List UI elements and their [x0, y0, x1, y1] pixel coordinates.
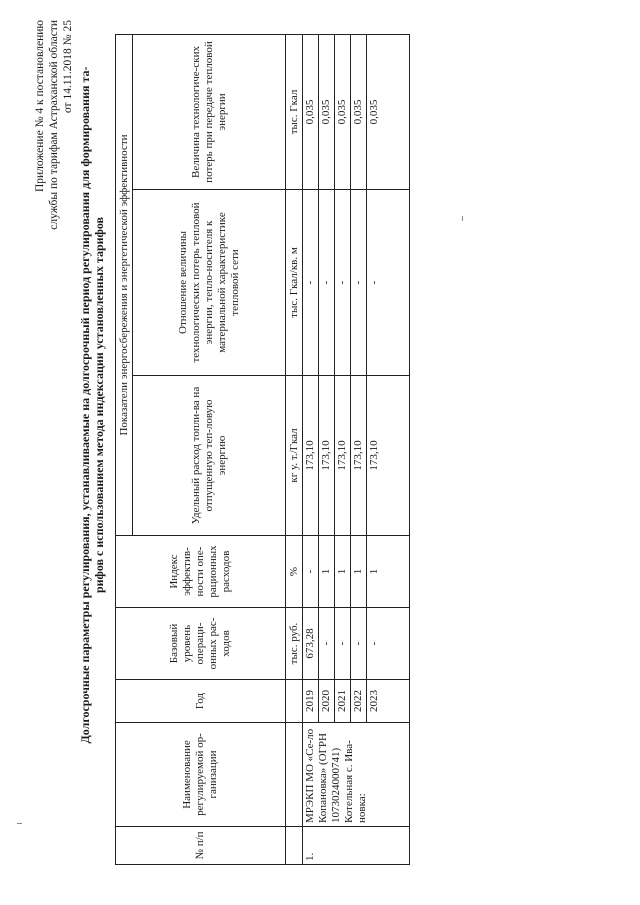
- unit-efficiency-index: %: [286, 536, 303, 608]
- organization-name: МРЭКП МО «Се-ло Копановка» (ОГРН 1073024000741) Котельная с. Ива-новка:: [303, 723, 410, 827]
- table-row: [303, 34, 319, 864]
- cell-loss-ratio: -: [303, 190, 319, 376]
- cell-technological-losses: 0,035: [335, 34, 351, 189]
- cell-base-opex: 673,28: [303, 608, 319, 680]
- cell-fuel-consumption: 173,10: [319, 376, 335, 536]
- cell-year: 2023: [367, 680, 410, 723]
- title-line-2: рифов с использованием метода индексации установленных тарифов: [92, 216, 106, 594]
- header-year: Год: [116, 680, 286, 723]
- cell-fuel-consumption: 173,10: [367, 376, 410, 536]
- header-row-1: [116, 34, 133, 864]
- cell-base-opex: -: [335, 608, 351, 680]
- header-organization: Наименование регулируемой ор-ганизации: [116, 723, 286, 827]
- unit-org-empty: [286, 723, 303, 827]
- header-loss-ratio: Отношение величины технологических потерь тепловой энергии, тепло-носителя к материальной характеристике тепловой сети: [133, 190, 286, 376]
- cell-year: 2021: [335, 680, 351, 723]
- cell-base-opex: -: [367, 608, 410, 680]
- cell-loss-ratio: -: [351, 190, 367, 376]
- header-efficiency-index: Индекс эффектив-ности опе-рационных расходов: [116, 536, 286, 608]
- header-num: № п/п: [116, 827, 286, 865]
- appendix-line-3: от 14.11.2018 № 25: [62, 20, 74, 114]
- cell-year: 2019: [303, 680, 319, 723]
- cell-year: 2020: [319, 680, 335, 723]
- header-base-opex: Базовый уровень операци-онных рас-ходов: [116, 608, 286, 680]
- cell-technological-losses: 0,035: [367, 34, 410, 189]
- appendix-line-2: службы по тарифам Астраханской области: [48, 20, 60, 230]
- cell-efficiency-index: 1: [335, 536, 351, 608]
- document-title: [78, 25, 106, 785]
- cell-technological-losses: 0,035: [303, 34, 319, 189]
- appendix-note: [33, 20, 75, 340]
- cell-fuel-consumption: 173,10: [303, 376, 319, 536]
- cell-efficiency-index: 1: [351, 536, 367, 608]
- header-energy-indicators: Показатели энергосбережения и энергетической эффективности: [116, 34, 133, 535]
- unit-base-opex: тыс. руб.: [286, 608, 303, 680]
- cell-base-opex: -: [319, 608, 335, 680]
- cell-efficiency-index: 1: [319, 536, 335, 608]
- cell-technological-losses: 0,035: [351, 34, 367, 189]
- header-technological-losses: Величина технологиче-ских потерь при передаче тепловой энергии: [133, 34, 286, 189]
- cell-efficiency-index: 1: [367, 536, 410, 608]
- title-line-1: Долгосрочные параметры регулирования, устанавливаемые на долгосрочный период регулирования для формирования та-: [78, 66, 92, 744]
- header-fuel-consumption: Удельный расход топли-ва на отпущенную теп-ловую энергию: [133, 376, 286, 536]
- cell-efficiency-index: -: [303, 536, 319, 608]
- unit-year-empty: [286, 680, 303, 723]
- regulation-parameters-table: [115, 34, 410, 865]
- cell-technological-losses: 0,035: [319, 34, 335, 189]
- units-row: [286, 34, 303, 864]
- cell-loss-ratio: -: [335, 190, 351, 376]
- cell-year: 2022: [351, 680, 367, 723]
- unit-loss-ratio: тыс. Гкал/кв. м: [286, 190, 303, 376]
- unit-technological-losses: тыс. Гкал: [286, 34, 303, 189]
- cell-fuel-consumption: 173,10: [351, 376, 367, 536]
- unit-fuel-consumption: кг у. т./Гкал: [286, 376, 303, 536]
- cell-loss-ratio: -: [367, 190, 410, 376]
- unit-num-empty: [286, 827, 303, 865]
- cell-loss-ratio: -: [319, 190, 335, 376]
- appendix-line-1: Приложение № 4 к постановлению: [34, 20, 46, 193]
- cell-fuel-consumption: 173,10: [335, 376, 351, 536]
- cell-base-opex: -: [351, 608, 367, 680]
- row-number: 1.: [303, 827, 410, 865]
